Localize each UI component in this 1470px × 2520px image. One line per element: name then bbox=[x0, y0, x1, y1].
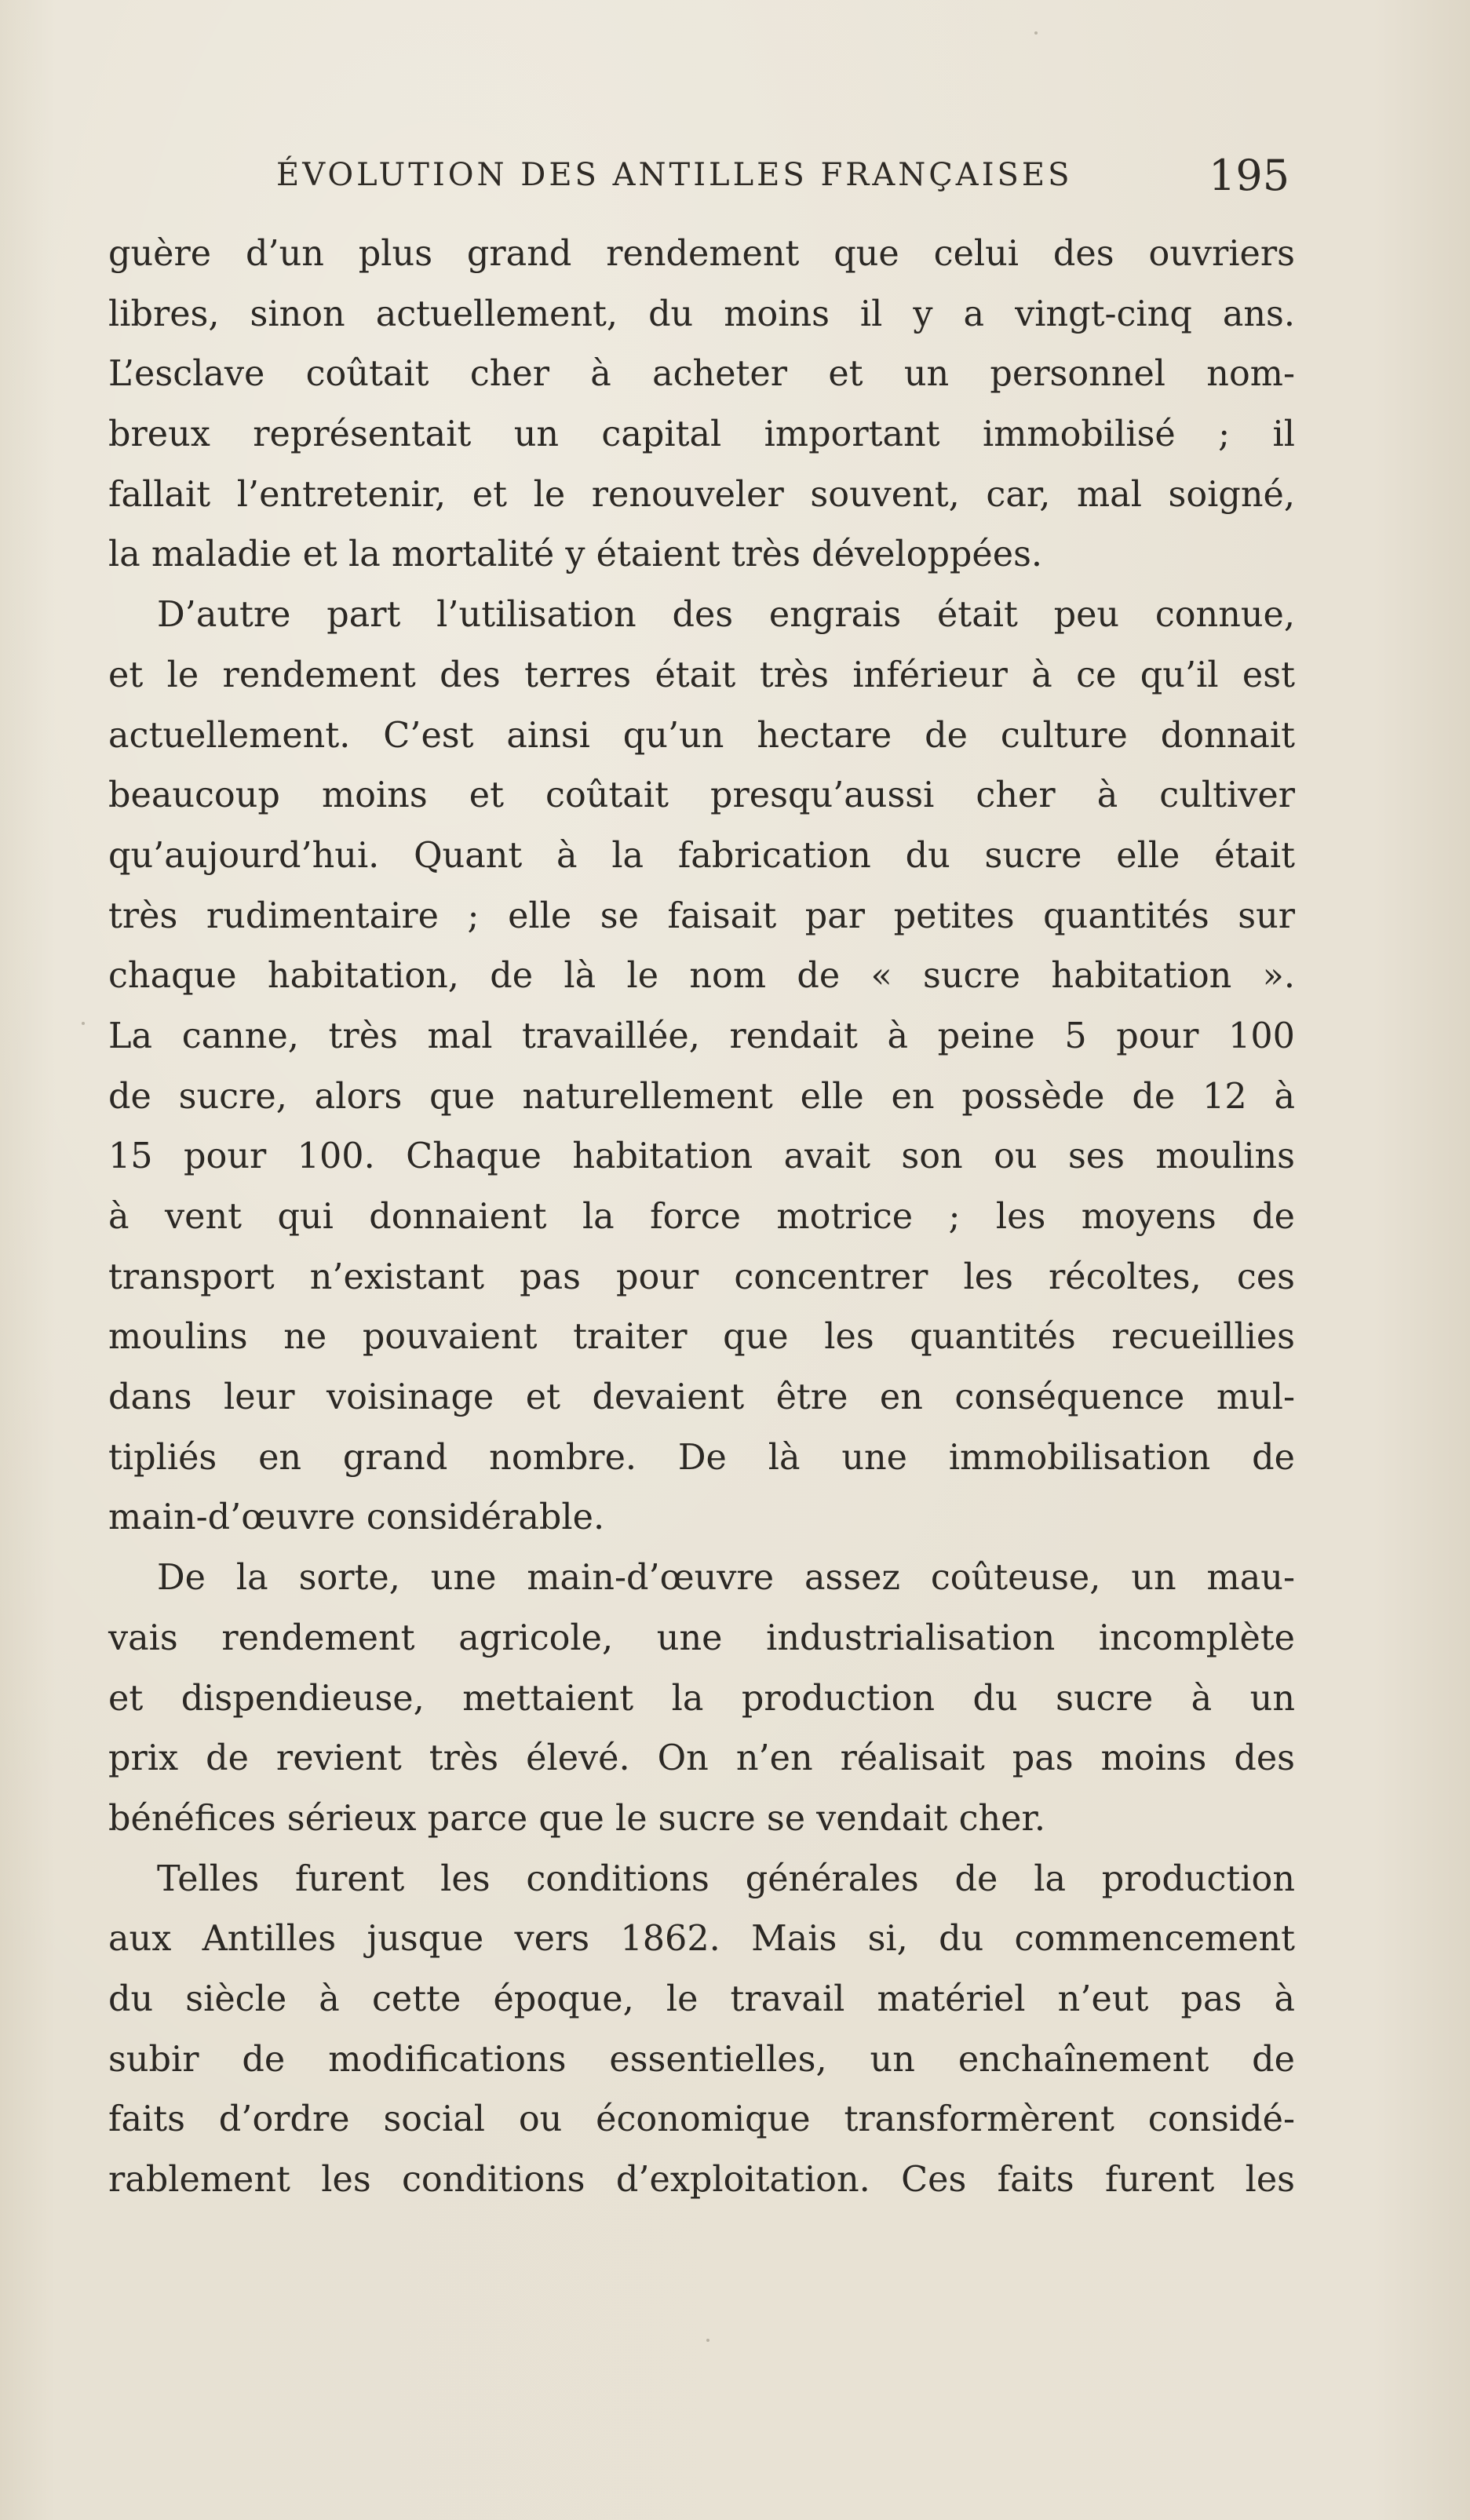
text-line: 15 pour 100. Chaque habitation avait son ou ses moulins bbox=[108, 1136, 1295, 1177]
page-number: 195 bbox=[1209, 151, 1290, 200]
text-line: rablement les conditions d’exploitation. Ces faits furent les bbox=[108, 2160, 1295, 2200]
text-line: du siècle à cette époque, le travail matériel n’eut pas à bbox=[108, 1978, 1295, 2019]
text-line: la maladie et la mortalité y étaient très développées. bbox=[108, 534, 1043, 575]
text-line: guère d’un plus grand rendement que celui des ouvriers bbox=[108, 234, 1295, 274]
text-line: beaucoup moins et coûtait presqu’aussi cher à cultiver bbox=[108, 775, 1295, 816]
body-text bbox=[108, 224, 1295, 2211]
text-line: de sucre, alors que naturellement elle en possède de 12 à bbox=[108, 1076, 1295, 1117]
text-line: Telles furent les conditions générales de la production bbox=[157, 1858, 1295, 1899]
text-line: et le rendement des terres était très inférieur à ce qu’il est bbox=[108, 655, 1295, 695]
text-line: à vent qui donnaient la force motrice ; les moyens de bbox=[108, 1197, 1295, 1237]
text-line: aux Antilles jusque vers 1862. Mais si, du commencement bbox=[108, 1919, 1295, 1960]
text-line: libres, sinon actuellement, du moins il y a vingt-cinq ans. bbox=[108, 294, 1295, 334]
text-line: vais rendement agricole, une industrialisation incomplète bbox=[108, 1617, 1295, 1658]
text-line: prix de revient très élevé. On n’en réalisait pas moins des bbox=[108, 1738, 1295, 1779]
text-line: subir de modifications essentielles, un enchaînement de bbox=[108, 2039, 1295, 2080]
text-line: très rudimentaire ; elle se faisait par petites quantités sur bbox=[108, 895, 1295, 936]
text-line: dans leur voisinage et devaient être en conséquence mul- bbox=[108, 1377, 1295, 1418]
running-title: ÉVOLUTION DES ANTILLES FRANÇAISES bbox=[276, 157, 1073, 193]
text-line: transport n’existant pas pour concentrer les récoltes, ces bbox=[108, 1256, 1295, 1297]
text-line: tipliés en grand nombre. De là une immobilisation de bbox=[108, 1437, 1295, 1478]
paper-speck bbox=[82, 1022, 85, 1025]
text-line: D’autre part l’utilisation des engrais était peu connue, bbox=[157, 595, 1295, 636]
text-line: main-d’œuvre considérable. bbox=[108, 1497, 605, 1538]
text-line: chaque habitation, de là le nom de « sucre habitation ». bbox=[108, 956, 1295, 997]
page-header bbox=[110, 146, 1303, 217]
text-line: et dispendieuse, mettaient la production du sucre à un bbox=[108, 1678, 1295, 1719]
text-line: breux représentait un capital important immobilisé ; il bbox=[108, 414, 1295, 455]
text-line: La canne, très mal travaillée, rendait à peine 5 pour 100 bbox=[108, 1016, 1295, 1056]
text-line: moulins ne pouvaient traiter que les quantités recueillies bbox=[108, 1317, 1295, 1358]
paper-speck bbox=[706, 2339, 709, 2342]
text-line: fallait l’entretenir, et le renouveler souvent, car, mal soigné, bbox=[108, 474, 1295, 515]
text-line: bénéfices sérieux parce que le sucre se vendait cher. bbox=[108, 1798, 1046, 1839]
paper-speck bbox=[1034, 31, 1038, 35]
text-line: qu’aujourd’hui. Quant à la fabrication du sucre elle était bbox=[108, 835, 1295, 876]
text-line: faits d’ordre social ou économique transformèrent considé- bbox=[108, 2099, 1295, 2140]
text-line: De la sorte, une main-d’œuvre assez coûteuse, un mau- bbox=[157, 1558, 1295, 1599]
text-line: L’esclave coûtait cher à acheter et un personnel nom- bbox=[108, 354, 1295, 395]
text-line: actuellement. C’est ainsi qu’un hectare de culture donnait bbox=[108, 715, 1295, 756]
